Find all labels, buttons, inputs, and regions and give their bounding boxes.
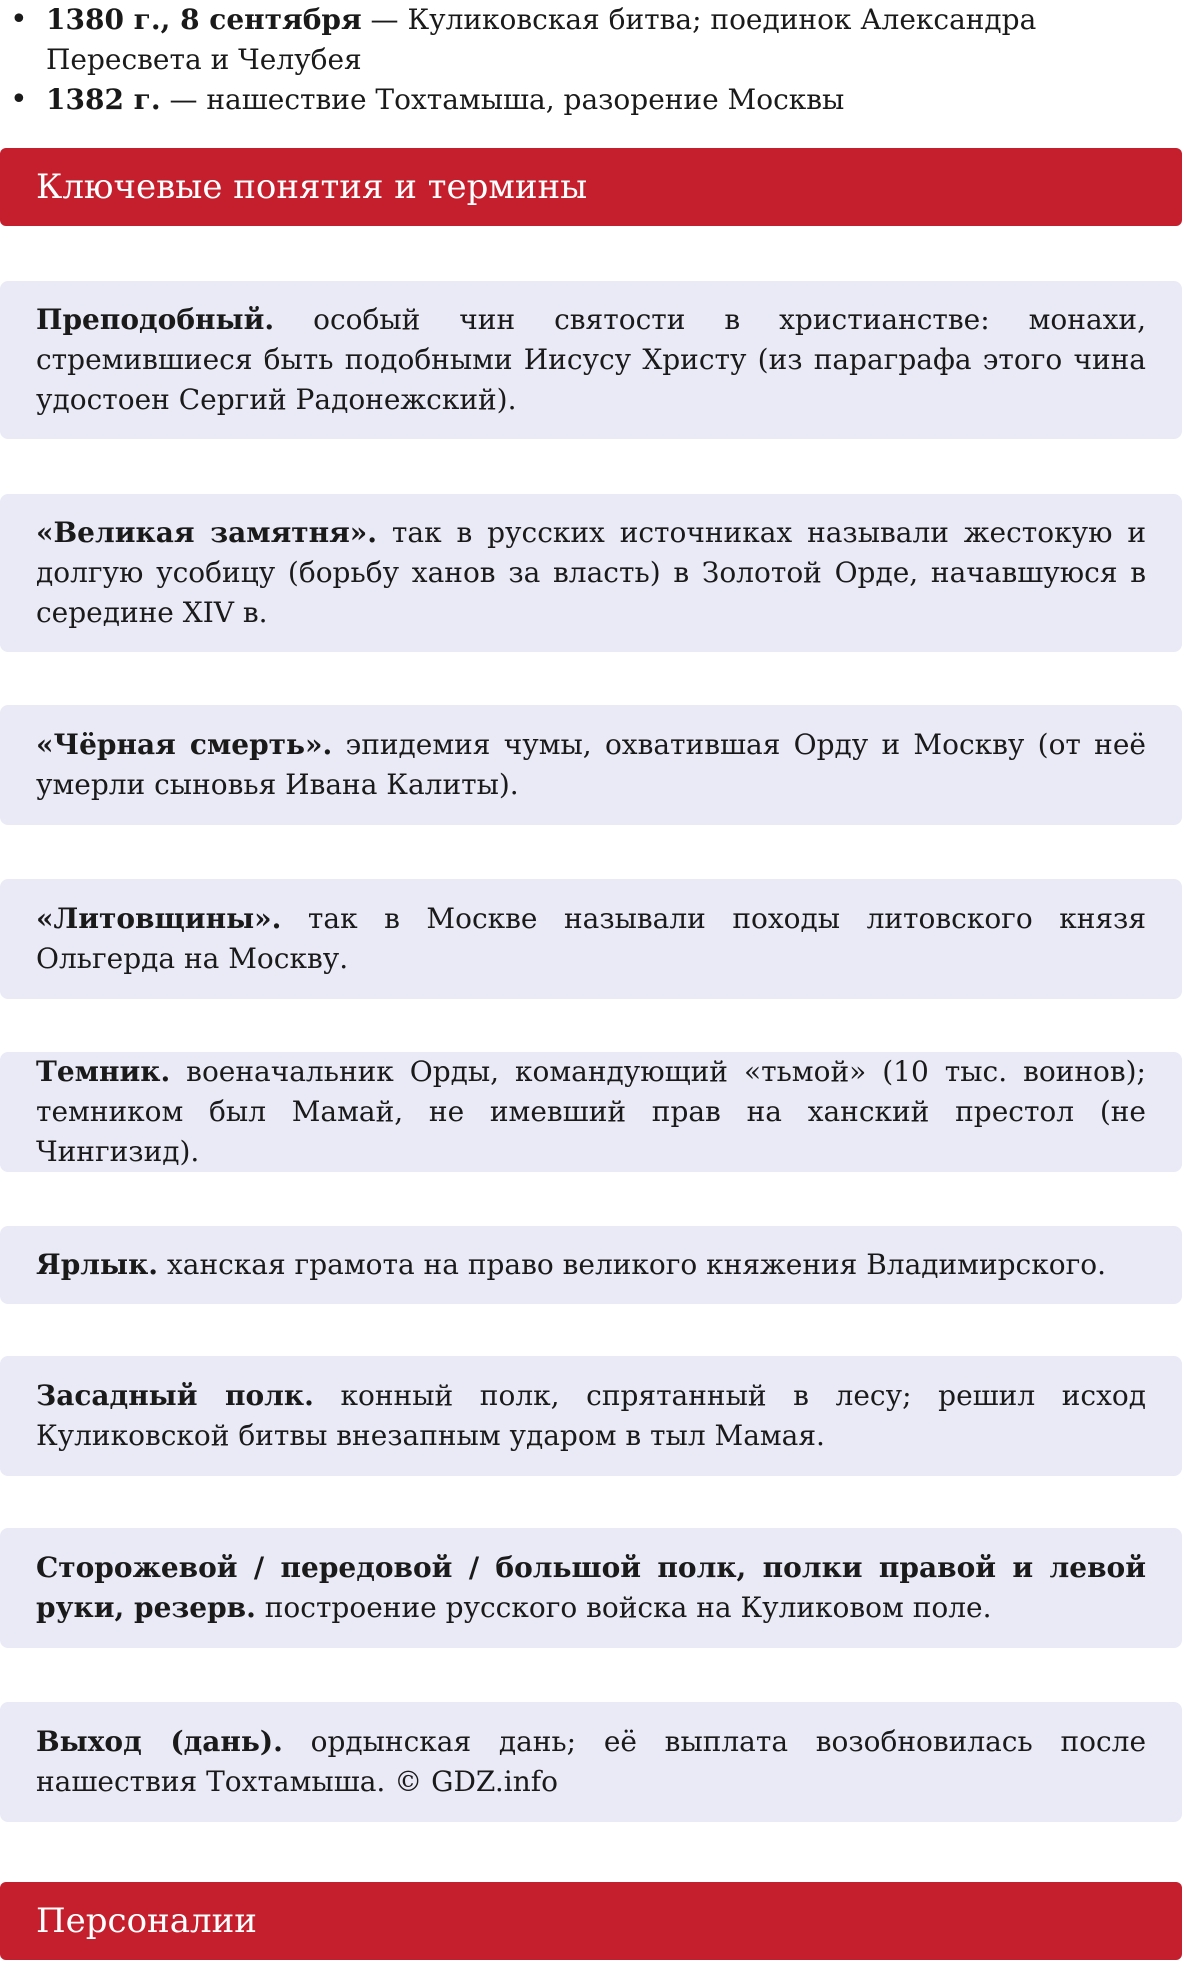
- term-title: «Великая замятня».: [36, 516, 378, 549]
- event-text: — нашествие Тохтамыша, разорение Москвы: [160, 83, 845, 116]
- term-definition: ханская грамота на право великого княжения Владимирского.: [158, 1248, 1107, 1281]
- term-title: Преподобный.: [36, 303, 275, 336]
- term-card: [0, 1702, 1182, 1822]
- term-title: Сторожевой / передовой / большой полк, полки правой и левой руки, резерв.: [36, 1551, 1146, 1624]
- term-card: [0, 281, 1182, 439]
- term-title: Засадный полк.: [36, 1379, 314, 1412]
- term-title: «Литовщины».: [36, 902, 282, 935]
- term-definition: так в русских источниках называли жестокую и долгую усобицу (борьбу ханов за власть) в Золотой Орде, начавшуюся в середине XIV в.: [36, 516, 1146, 629]
- event-item: [0, 80, 1182, 120]
- term-definition: конный полк, спрятанный в лесу; решил исход Куликовской битвы внезапным ударом в тыл Мамая.: [36, 1379, 1146, 1452]
- term-definition: эпидемия чумы, охватившая Орду и Москву (от неё умерли сыновья Ивана Калиты).: [36, 728, 1146, 801]
- term-title: Выход (дань).: [36, 1725, 283, 1758]
- term-definition: построение русского войска на Куликовом поле.: [255, 1591, 992, 1624]
- term-card: [0, 1226, 1182, 1304]
- events-list: [0, 0, 1182, 120]
- term-title: Ярлык.: [36, 1248, 159, 1281]
- term-card: [0, 494, 1182, 652]
- event-item: [0, 0, 1182, 80]
- term-definition: ордынская дань; её выплата возобновилась после нашествия Тохтамыша. © GDZ.info: [36, 1725, 1147, 1798]
- term-title: Темник.: [36, 1055, 171, 1088]
- term-card: [0, 879, 1182, 999]
- term-definition: так в Москве называли походы литовского князя Ольгерда на Москву.: [36, 902, 1146, 975]
- event-text: — Куликовская битва; поединок Александра Пересвета и Челубея: [46, 3, 1037, 76]
- event-date: 1380 г., 8 сентября: [46, 3, 362, 36]
- section-header-personalities: Персоналии: [0, 1882, 1182, 1960]
- term-definition: военачальник Орды, командующий «тьмой» (10 тыс. воинов); темником был Мамай, не имевший прав на ханский престол (не Чингизид).: [36, 1055, 1146, 1168]
- term-card: [0, 1528, 1182, 1648]
- section-header-key-terms: Ключевые понятия и термины: [0, 148, 1182, 226]
- term-card: [0, 1356, 1182, 1476]
- term-definition: особый чин святости в христианстве: монахи, стремившиеся быть подобными Иисусу Христу (из параграфа этого чина удостоен Сергий Радонежский).: [36, 303, 1146, 416]
- event-date: 1382 г.: [46, 83, 161, 116]
- term-card: [0, 1052, 1182, 1172]
- term-card: [0, 705, 1182, 825]
- term-title: «Чёрная смерть».: [36, 728, 333, 761]
